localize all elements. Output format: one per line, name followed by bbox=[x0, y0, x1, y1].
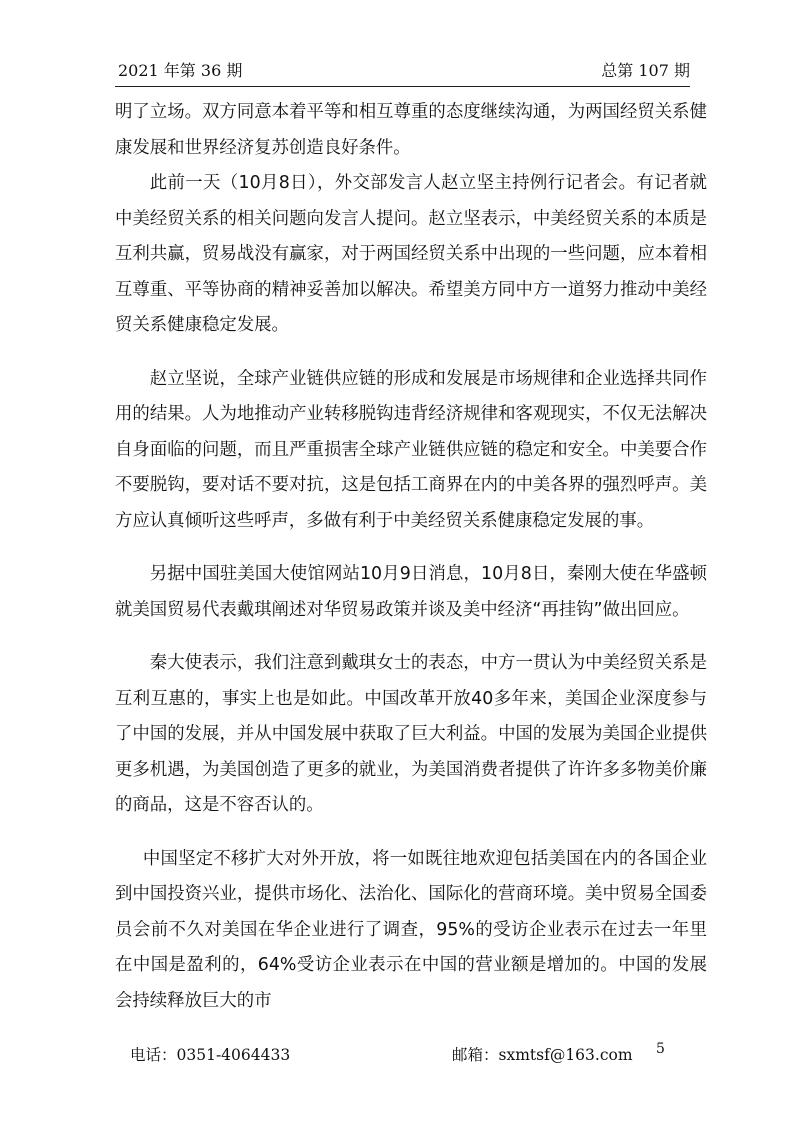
paragraph: 另据中国驻美国大使馆网站10月9日消息，10月8日，秦刚大使在华盛顿就美国贸易代表戴琪阐述对华贸易政策并谈及美中经济“再挂钩”做出回应。 bbox=[115, 564, 707, 620]
issue-number: 2021 年第 36 期 bbox=[118, 61, 243, 80]
paragraph: 赵立坚说，全球产业链供应链的形成和发展是市场规律和企业选择共同作用的结果。人为地推动产业转移脱钩违背经济规律和客观现实，不仅无法解决自身面临的问题，而且严重损害全球产业链供应链的稳定和安全。中美要合作不要脱钩，要对话不要对抗，这是包括工商界在内的中美各界的强烈呼声。美方应认真倾听这些呼声，多做有利于中美经贸关系健康稳定发展的事。 bbox=[115, 368, 707, 531]
total-issue-number: 总第 107 期 bbox=[601, 61, 690, 80]
paragraph: 明了立场。双方同意本着平等和相互尊重的态度继续沟通，为两国经贸关系健康发展和世界经济复苏创造良好条件。 bbox=[115, 102, 707, 158]
paragraph: 秦大使表示，我们注意到戴琪女士的表态，中方一贯认为中美经贸关系是互利互惠的，事实上也是如此。中国改革开放40多年来，美国企业深度参与了中国的发展，并从中国发展中获取了巨大利益。中国的发展为美国企业提供更多机遇，为美国创造了更多的就业，为美国消费者提供了许许多多物美价廉的商品，这是不容否认的。 bbox=[115, 653, 707, 815]
page-number: 5 bbox=[656, 1041, 665, 1057]
article-body bbox=[115, 95, 707, 1019]
page-header bbox=[115, 58, 690, 87]
contact-email: 邮箱：sxmtsf@163.com bbox=[452, 1046, 633, 1064]
paragraph: 中国坚定不移扩大对外开放，将一如既往地欢迎包括美国在内的各国企业到中国投资兴业，提供市场化、法治化、国际化的营商环境。美中贸易全国委员会前不久对美国在华企业进行了调查，95%的受访企业表示在过去一年里在中国是盈利的，64%受访企业表示在中国的营业额是增加的。中国的发展会持续释放巨大的市 bbox=[115, 848, 707, 1011]
page-footer bbox=[130, 1043, 690, 1067]
contact-phone: 电话：0351-4064433 bbox=[130, 1046, 291, 1064]
paragraph: 此前一天（10月8日），外交部发言人赵立坚主持例行记者会。有记者就中美经贸关系的相关问题向发言人提问。赵立坚表示，中美经贸关系的本质是互利共赢，贸易战没有赢家，对于两国经贸关系中出现的一些问题，应本着相互尊重、平等协商的精神妥善加以解决。希望美方同中方一道努力推动中美经贸关系健康稳定发展。 bbox=[115, 173, 707, 335]
